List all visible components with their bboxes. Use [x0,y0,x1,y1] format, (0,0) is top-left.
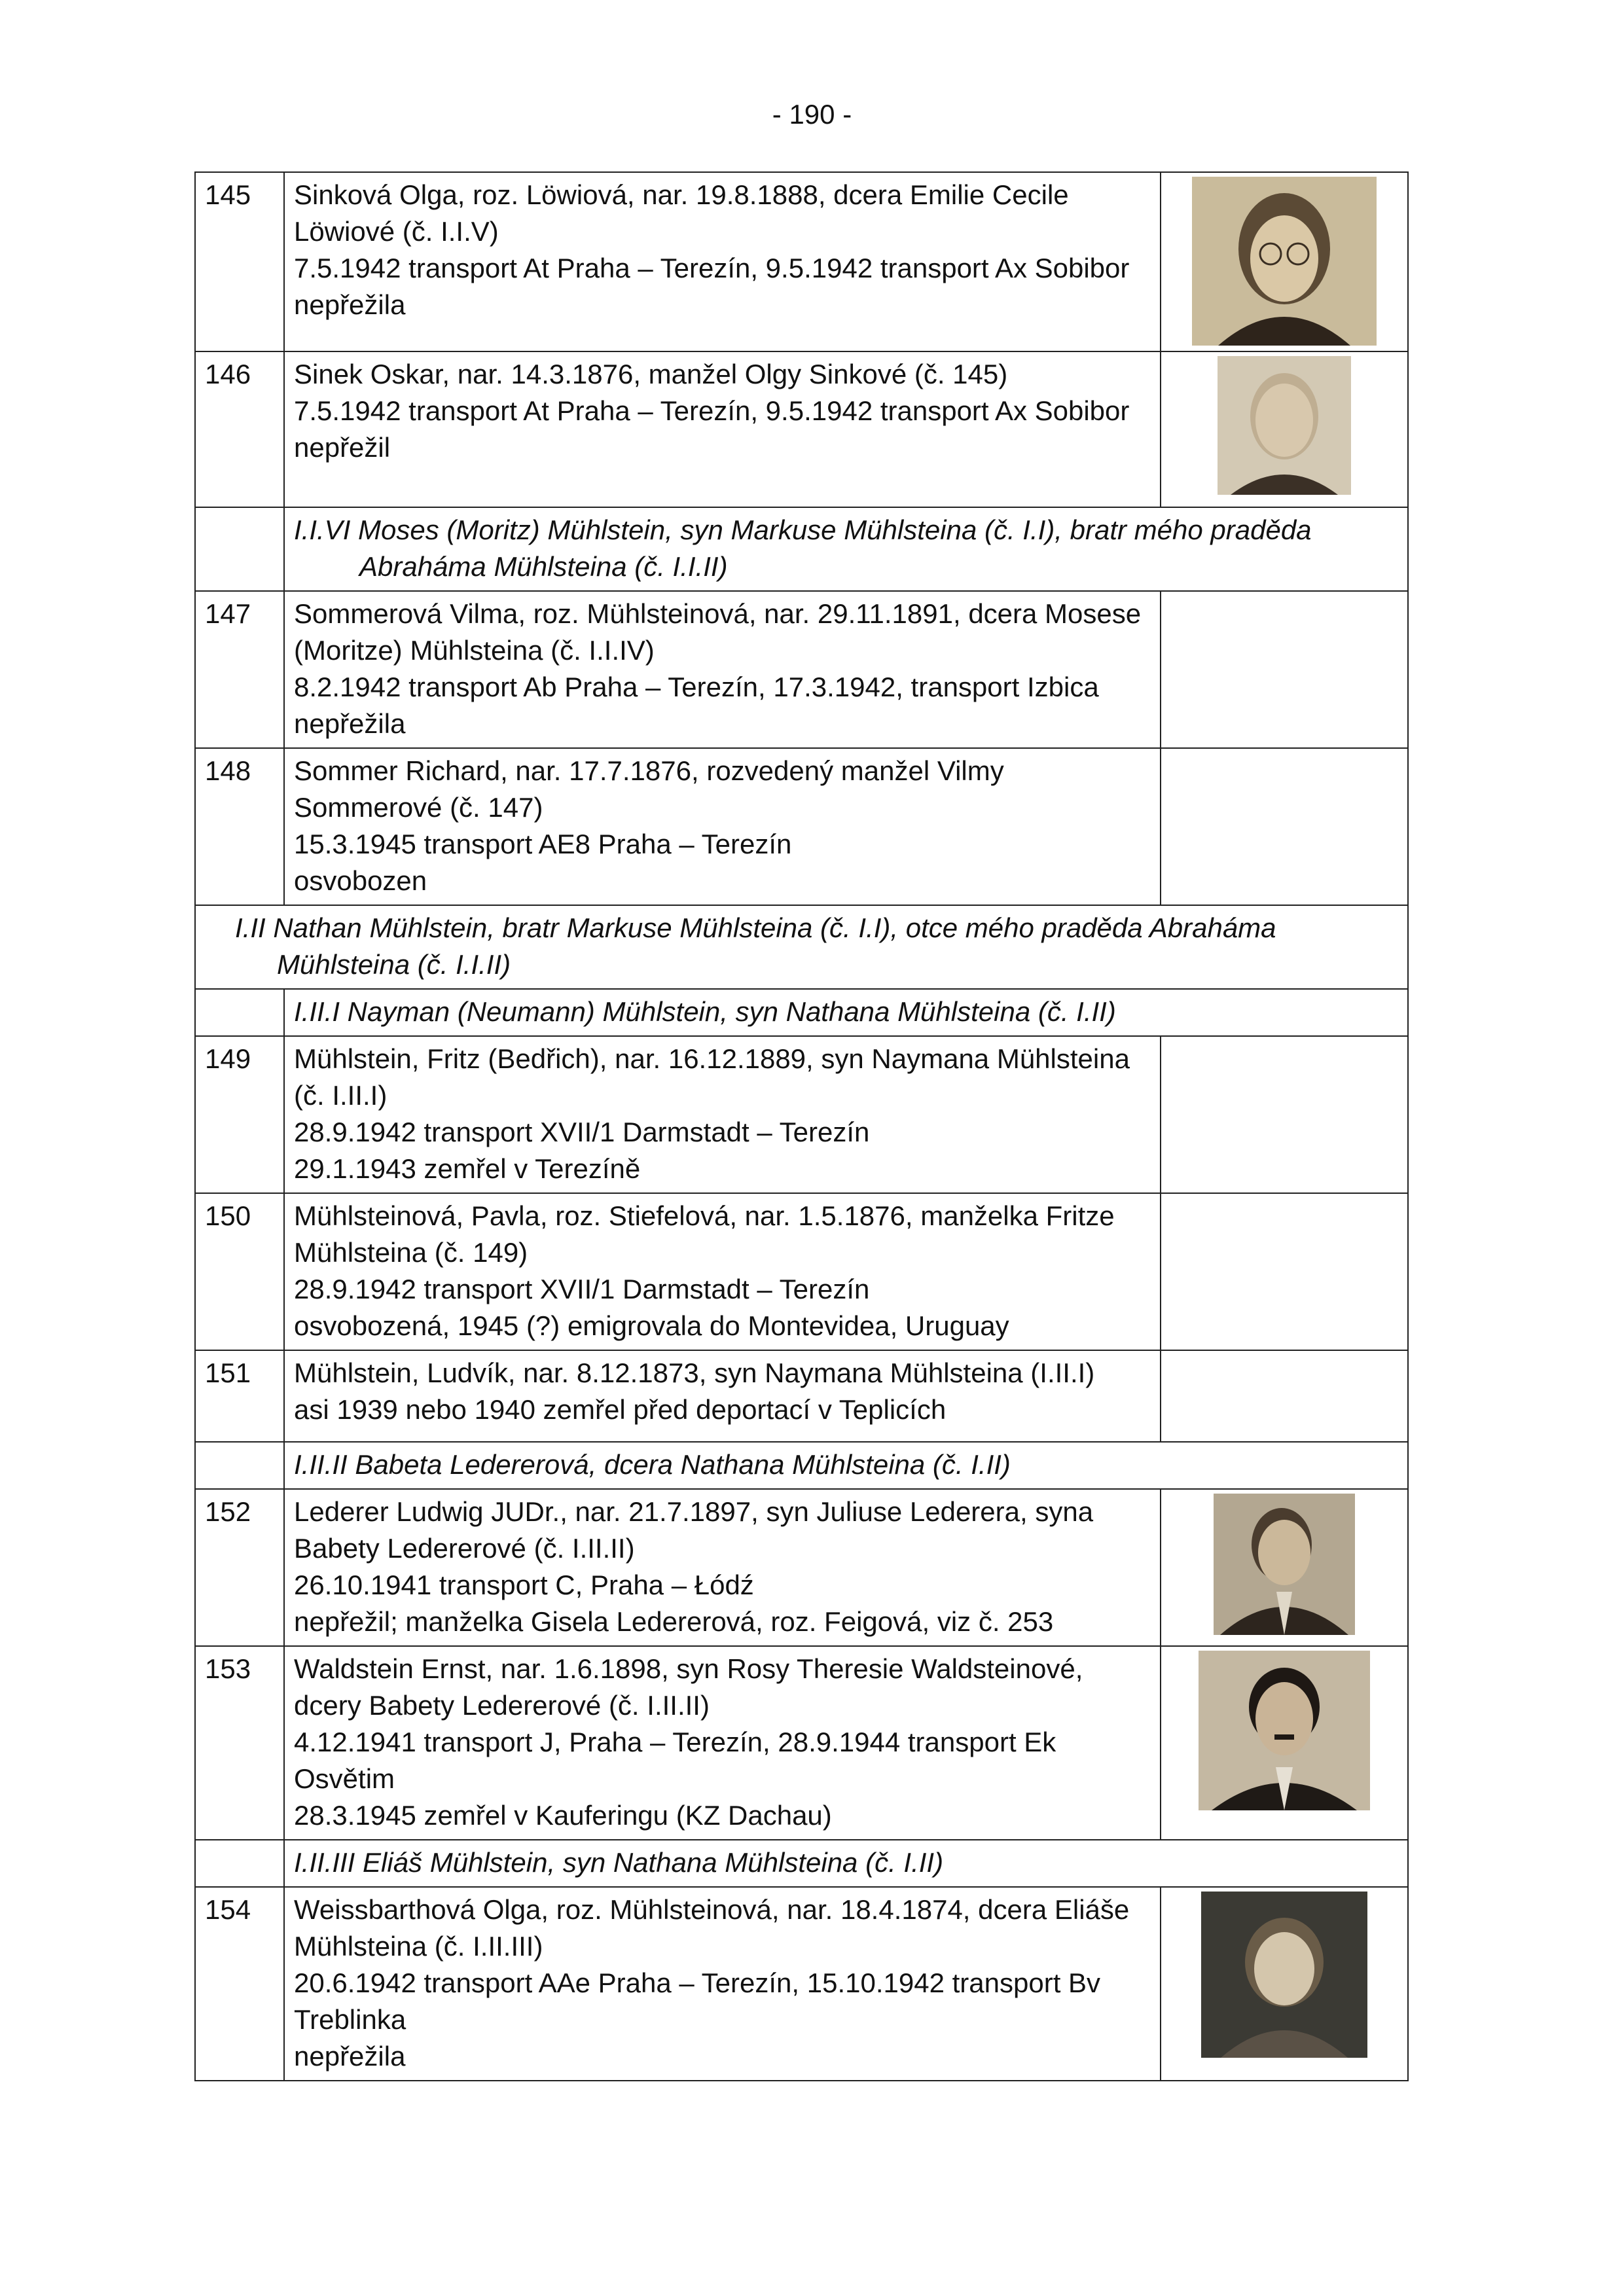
portrait-photo [1192,177,1377,346]
photo-cell [1161,172,1408,351]
table-row [195,1840,1408,1887]
section-heading [284,989,1408,1036]
photo-cell [1161,591,1408,748]
record-number: 148 [195,748,284,905]
table-row [195,1036,1408,1193]
record-text [284,1193,1161,1350]
section-heading [284,1442,1408,1489]
record-line: 26.10.1941 transport C, Praha – Łódź [294,1570,754,1600]
record-line: Mühlsteinová, Pavla, roz. Stiefelová, nar. 1.5.1876, manželka Fritze [294,1200,1115,1231]
portrait-photo [1214,1494,1355,1635]
table-row [195,172,1408,351]
record-text [284,172,1161,351]
record-line: 7.5.1942 transport At Praha – Terezín, 9.5.1942 transport Ax Sobibor [294,253,1130,283]
photo-cell [1161,1489,1408,1646]
section-line: I.II.I Nayman (Neumann) Mühlstein, syn Nathana Mühlsteina (č. I.II) [294,996,1116,1027]
record-line: Sinek Oskar, nar. 14.3.1876, manžel Olgy Sinkové (č. 145) [294,359,1008,389]
record-line: 15.3.1945 transport AE8 Praha – Terezín [294,829,792,859]
record-number: 150 [195,1193,284,1350]
record-number: 153 [195,1646,284,1840]
table-row [195,1193,1408,1350]
record-line: nepřežila [294,708,406,739]
record-line: Sinková Olga, roz. Löwiová, nar. 19.8.1888, dcera Emilie Cecile [294,179,1069,210]
photo-cell [1161,1036,1408,1193]
section-line: Abraháma Mühlsteina (č. I.I.II) [359,551,728,582]
record-line: 4.12.1941 transport J, Praha – Terezín, 28.9.1944 transport Ek [294,1727,1056,1757]
record-line: 8.2.1942 transport Ab Praha – Terezín, 17.3.1942, transport Izbica [294,672,1099,702]
section-line: I.II.III Eliáš Mühlstein, syn Nathana Mühlsteina (č. I.II) [294,1847,944,1878]
section-line: I.II.II Babeta Ledererová, dcera Nathana Mühlsteina (č. I.II) [294,1449,1011,1480]
record-line: Mühlstein, Fritz (Bedřich), nar. 16.12.1889, syn Naymana Mühlsteina [294,1043,1130,1074]
records-table [194,171,1409,2081]
portrait-photo [1199,1651,1370,1810]
record-line: nepřežil [294,432,391,463]
record-line: 28.9.1942 transport XVII/1 Darmstadt – Terezín [294,1274,870,1304]
table-row [195,591,1408,748]
empty-cell [195,989,284,1036]
record-line: 20.6.1942 transport AAe Praha – Terezín, 15.10.1942 transport Bv [294,1967,1101,1998]
table-row [195,1887,1408,2081]
record-line: 7.5.1942 transport At Praha – Terezín, 9.5.1942 transport Ax Sobibor [294,395,1130,426]
record-number: 146 [195,351,284,507]
record-line: Sommerové (č. 147) [294,792,543,823]
record-line: Mühlsteina (č. I.II.III) [294,1931,543,1962]
page-number: - 190 - [772,99,852,130]
portrait-photo [1218,356,1351,495]
section-line: Mühlsteina (č. I.I.II) [277,949,511,980]
record-line: 29.1.1943 zemřel v Terezíně [294,1153,641,1184]
record-line: Weissbarthová Olga, roz. Mühlsteinová, nar. 18.4.1874, dcera Eliáše [294,1894,1130,1925]
record-number: 154 [195,1887,284,2081]
record-line: Treblinka [294,2004,406,2035]
record-line: (Moritze) Mühlsteina (č. I.I.IV) [294,635,655,666]
record-number: 145 [195,172,284,351]
record-line: Mühlstein, Ludvík, nar. 8.12.1873, syn Naymana Mühlsteina (I.II.I) [294,1357,1095,1388]
table-row [195,905,1408,989]
record-line: nepřežila [294,2041,406,2072]
record-number: 151 [195,1350,284,1442]
empty-cell [195,507,284,591]
section-line: I.II Nathan Mühlstein, bratr Markuse Mühlsteina (č. I.I), otce mého praděda Abraháma [235,912,1276,943]
record-line: 28.9.1942 transport XVII/1 Darmstadt – Terezín [294,1117,870,1147]
record-text [284,1350,1161,1442]
record-line: 28.3.1945 zemřel v Kauferingu (KZ Dachau) [294,1800,832,1831]
record-line: osvobozená, 1945 (?) emigrovala do Montevidea, Uruguay [294,1310,1009,1341]
photo-cell [1161,351,1408,507]
record-text [284,748,1161,905]
record-text [284,1036,1161,1193]
table-row [195,507,1408,591]
table-row [195,989,1408,1036]
table-row [195,1442,1408,1489]
section-heading [284,1840,1408,1887]
record-line: nepřežil; manželka Gisela Ledererová, roz. Feigová, viz č. 253 [294,1606,1054,1637]
record-line: Löwiové (č. I.I.V) [294,216,499,247]
record-text [284,351,1161,507]
record-number: 147 [195,591,284,748]
photo-cell [1161,748,1408,905]
empty-cell [195,1442,284,1489]
section-heading [195,905,1408,989]
photo-cell [1161,1350,1408,1442]
photo-cell [1161,1887,1408,2081]
record-text [284,1489,1161,1646]
record-line: nepřežila [294,289,406,320]
record-text [284,1887,1161,2081]
record-line: (č. I.II.I) [294,1080,388,1111]
record-line: Waldstein Ernst, nar. 1.6.1898, syn Rosy Theresie Waldsteinové, [294,1653,1083,1684]
table-row [195,1350,1408,1442]
record-line: dcery Babety Ledererové (č. I.II.II) [294,1690,710,1721]
photo-cell [1161,1646,1408,1840]
record-line: Lederer Ludwig JUDr., nar. 21.7.1897, syn Juliuse Lederera, syna [294,1496,1094,1527]
record-line: Sommerová Vilma, roz. Mühlsteinová, nar. 29.11.1891, dcera Mosese [294,598,1142,629]
record-line: Mühlsteina (č. 149) [294,1237,528,1268]
record-line: Babety Ledererové (č. I.II.II) [294,1533,635,1564]
record-line: osvobozen [294,865,427,896]
table-row [195,748,1408,905]
record-text [284,1646,1161,1840]
section-heading [284,507,1408,591]
table-row [195,1489,1408,1646]
photo-cell [1161,1193,1408,1350]
section-line: I.I.VI Moses (Moritz) Mühlstein, syn Markuse Mühlsteina (č. I.I), bratr mého praděda [294,514,1312,545]
record-number: 152 [195,1489,284,1646]
record-line: asi 1939 nebo 1940 zemřel před deportací v Teplicích [294,1394,947,1425]
record-number: 149 [195,1036,284,1193]
record-text [284,591,1161,748]
portrait-photo [1201,1892,1367,2058]
record-line: Osvětim [294,1763,395,1794]
record-line: Sommer Richard, nar. 17.7.1876, rozvedený manžel Vilmy [294,755,1004,786]
table-row [195,351,1408,507]
empty-cell [195,1840,284,1887]
table-row [195,1646,1408,1840]
